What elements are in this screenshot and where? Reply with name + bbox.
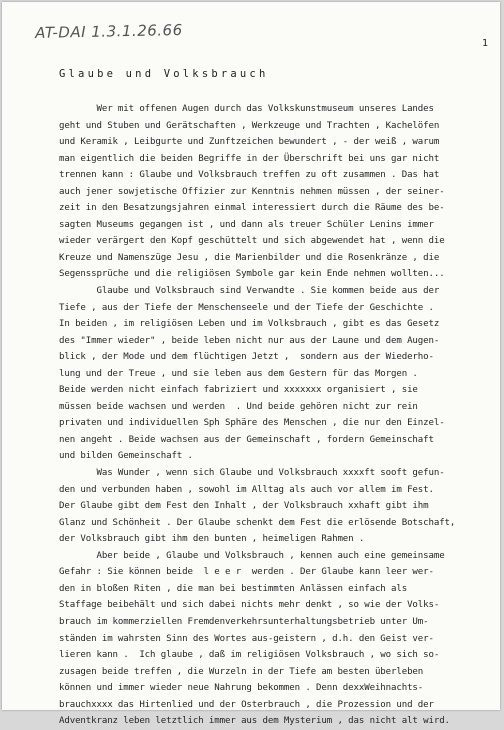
text-line: Aber beide , Glaube und Volksbrauch , kennen auch eine gemeinsame bbox=[59, 550, 445, 561]
text-line: zusagen beide treffen , die Wurzeln in der Tiefe am besten überleben bbox=[59, 666, 424, 677]
text-line: den und verbunden haben , sowohl im Alltag als auch vor allem im Fest. bbox=[59, 484, 434, 495]
text-line: ständen im wahrsten Sinn des Wortes aus-geistern , d.h. den Geist ver- bbox=[59, 633, 434, 644]
text-line: müssen beide wachsen und werden . Und beide gehören nicht zur rein bbox=[59, 401, 418, 412]
archive-mark: AT-DAI 1.3.1.26.66 bbox=[35, 20, 183, 42]
text-line: und bilden Gemeinschaft . bbox=[59, 451, 193, 462]
text-line: Kreuze und Namenszüge Jesu , die Marienbilder und die Rosenkränze , die bbox=[59, 252, 440, 263]
text-line: Glanz und Schönheit . Der Glaube schenkt dem Fest die erlösende Botschaft, bbox=[59, 517, 456, 528]
text-line: Was Wunder , wenn sich Glaube und Volksbrauch xxxxft sooft gefun- bbox=[59, 468, 445, 479]
text-line: den in bloßen Riten , die man bei bestimmten Anlässen einfach als bbox=[59, 583, 408, 594]
text-line: Glaube und Volksbrauch sind Verwandte . Sie kommen beide aus der bbox=[59, 286, 440, 297]
text-line: Adventkranz leben letztlich immer aus dem Mysterium , das nicht alt wird. bbox=[59, 716, 450, 727]
text-line: sagten Museums gegangen ist , und dann als treuer Schüler Lenins immer bbox=[59, 219, 434, 230]
document-title: Glaube und Volksbrauch bbox=[59, 68, 269, 80]
text-line: Wer mit offenen Augen durch das Volkskunstmuseum unseres Landes bbox=[59, 104, 434, 114]
text-line: der Volksbrauch gibt ihm den bunten , heimeligen Rahmen . bbox=[59, 534, 365, 545]
document-body bbox=[59, 101, 499, 730]
text-line: man eigentlich die beiden Begriffe in der Überschrift bei uns gar nicht bbox=[59, 153, 440, 164]
text-line: trennen kann : Glaube und Volksbrauch treffen zu oft zusammen . Das hat bbox=[59, 170, 440, 181]
text-line: Segenssprüche und die religiösen Symbole gar kein Ende nehmen wollten... bbox=[59, 269, 445, 280]
text-line: und Keramik , Leibgurte und Zunftzeichen bewundert , - der weiß , warum bbox=[59, 137, 440, 148]
text-line: des "Immer wieder" , beide leben nicht nur aus der Laune und dem Augen- bbox=[59, 335, 440, 346]
text-line: können und immer wieder neue Nahrung bekommen . Denn dexxWeihnachts- bbox=[59, 683, 424, 694]
page-number: 1 bbox=[482, 38, 489, 49]
text-line: auch jener sowjetische Offizier zur Kenntnis nehmen müssen , der seiner- bbox=[59, 186, 445, 197]
text-line: lieren kann . Ich glaube , daß im religiösen Volksbrauch , wo sich so- bbox=[59, 650, 440, 661]
document-page bbox=[2, 2, 500, 727]
text-line: In beiden , im religiösen Leben und im Volksbrauch , gibt es das Gesetz bbox=[59, 319, 440, 330]
text-line: Tiefe , aus der Tiefe der Menschenseele und der Tiefe der Geschichte . bbox=[59, 302, 434, 313]
text-line: brauch im kommerziellen Fremdenverkehrsunterhaltungsbetrieb unter Um- bbox=[59, 616, 429, 627]
text-line: Staffage beibehält und sich dabei nichts mehr denkt , so wie der Volks- bbox=[59, 600, 440, 611]
text-line: Beide werden nicht einfach fabriziert und xxxxxxx organisiert , sie bbox=[59, 385, 418, 396]
text-line: privaten und individuellen Sph Sphäre des Menschen , die nur den Einzel- bbox=[59, 418, 445, 429]
text-line: blick , der Mode und dem flüchtigen Jetzt , sondern aus der Wiederho- bbox=[59, 352, 434, 363]
text-line: Gefahr : Sie können beide l e e r werden . Der Glaube kann leer wer- bbox=[59, 567, 434, 578]
text-line: wieder verärgert den Kopf geschüttelt und sich abgewendet hat , wenn die bbox=[59, 236, 445, 247]
text-line: Der Glaube gibt dem Fest den Inhalt , der Volksbrauch xxhaft gibt ihm bbox=[59, 501, 429, 512]
text-line: nen angeht . Beide wachsen aus der Gemeinschaft , fordern Gemeinschaft bbox=[59, 434, 434, 445]
text-line: lung und der Treue , und sie leben aus dem Gestern für das Morgen . bbox=[59, 368, 418, 379]
text-line: zeit in den Besatzungsjahren einmal interessiert durch die Räume des be- bbox=[59, 203, 445, 214]
text-line: geht und Stuben und Gerätschaften , Werkzeuge und Trachten , Kachelöfen bbox=[59, 120, 440, 131]
text-line: brauchxxxx das Hirtenlied und der Osterbrauch , die Prozession und der bbox=[59, 699, 434, 710]
